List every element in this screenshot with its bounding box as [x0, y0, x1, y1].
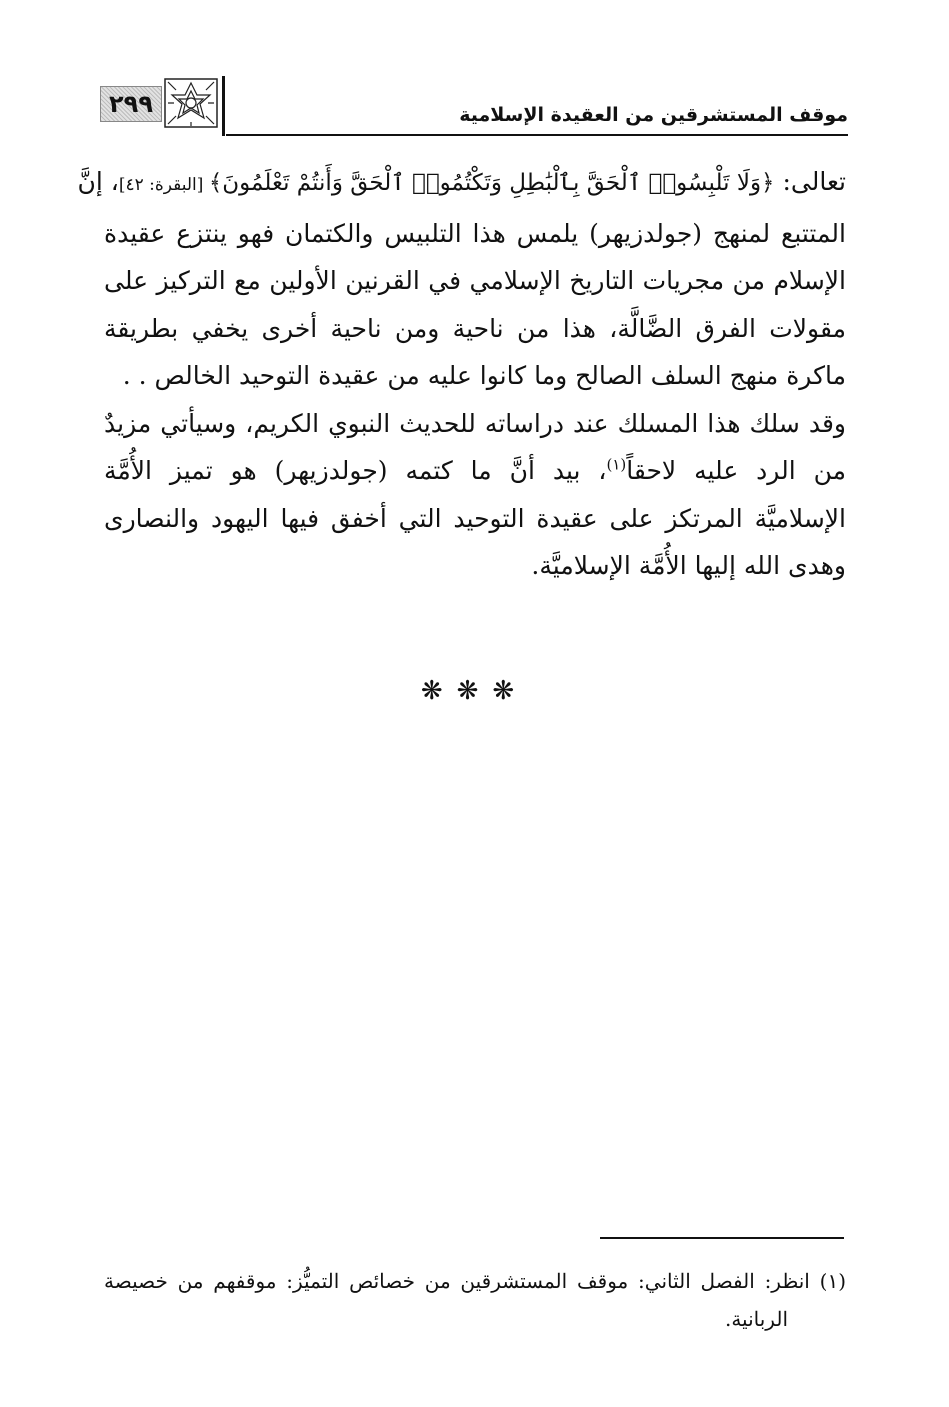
verse-reference: [البقرة: ٤٢] [118, 175, 209, 195]
header-divider [222, 76, 225, 136]
running-title: موقف المستشرقين من العقيدة الإسلامية [459, 104, 848, 126]
text-line: وقد سلك هذا المسلك عند دراساته للحديث النبوي الكريم، وسيأتي مزيدٌ [104, 408, 846, 438]
page-number-box [100, 86, 162, 122]
quran-verse: ﴿وَلَا تَلْبِسُوا۟ ٱلْحَقَّ بِٱلْبَٰطِلِ وَتَكْتُمُوا۟ ٱلْحَقَّ وَأَنتُمْ تَعْلَمُونَ﴾ [208, 170, 775, 196]
text-segment: من الرد عليه لاحقاً [626, 456, 846, 485]
text-line: الإسلاميَّة المرتكز على عقيدة التوحيد التي أخفق فيها اليهود والنصارى [104, 503, 846, 533]
text-line: ماكرة منهج السلف الصالح وما كانوا عليه من عقيدة التوحيد الخالص . . [122, 361, 846, 390]
text-line [77, 158, 846, 210]
text-line: مقولات الفرق الضَّالَّة، هذا من ناحية ومن ناحية أخرى يخفي بطريقة [104, 313, 846, 343]
text-line [104, 447, 846, 495]
text-line: المتتبع لمنهج (جولدزيهر) يلمس هذا التلبيس والكتمان فهو ينتزع عقيدة [104, 218, 846, 248]
text-segment: ، إنَّ [77, 167, 119, 196]
page-number: ٢٩٩ [109, 90, 153, 118]
footnote-marker: (١) [606, 455, 627, 474]
section-separator: ❋❋❋ [420, 676, 529, 706]
text-segment: ، بيد أنَّ ما كتمه (جولدزيهر) هو تميز الأُمَّة [104, 456, 607, 485]
footnote-rule [600, 1237, 844, 1239]
body-paragraph [77, 158, 847, 590]
footnote [104, 1262, 846, 1338]
footnote-line: (١) انظر: الفصل الثاني: موقف المستشرقين من خصائص التميُّز: موقفهم من خصيصة [104, 1269, 846, 1293]
text-line: الإسلام من مجريات التاريخ الإسلامي في القرنين الأولين مع التركيز على [104, 266, 847, 295]
geometric-star-ornament-icon [164, 78, 218, 128]
header-rule [226, 134, 848, 136]
text-segment: تعالى: [774, 167, 846, 196]
page-header [100, 74, 848, 138]
footnote-line: الربانية. [724, 1307, 788, 1331]
text-line: وهدى الله إليها الأُمَّة الإسلاميَّة. [531, 551, 846, 580]
